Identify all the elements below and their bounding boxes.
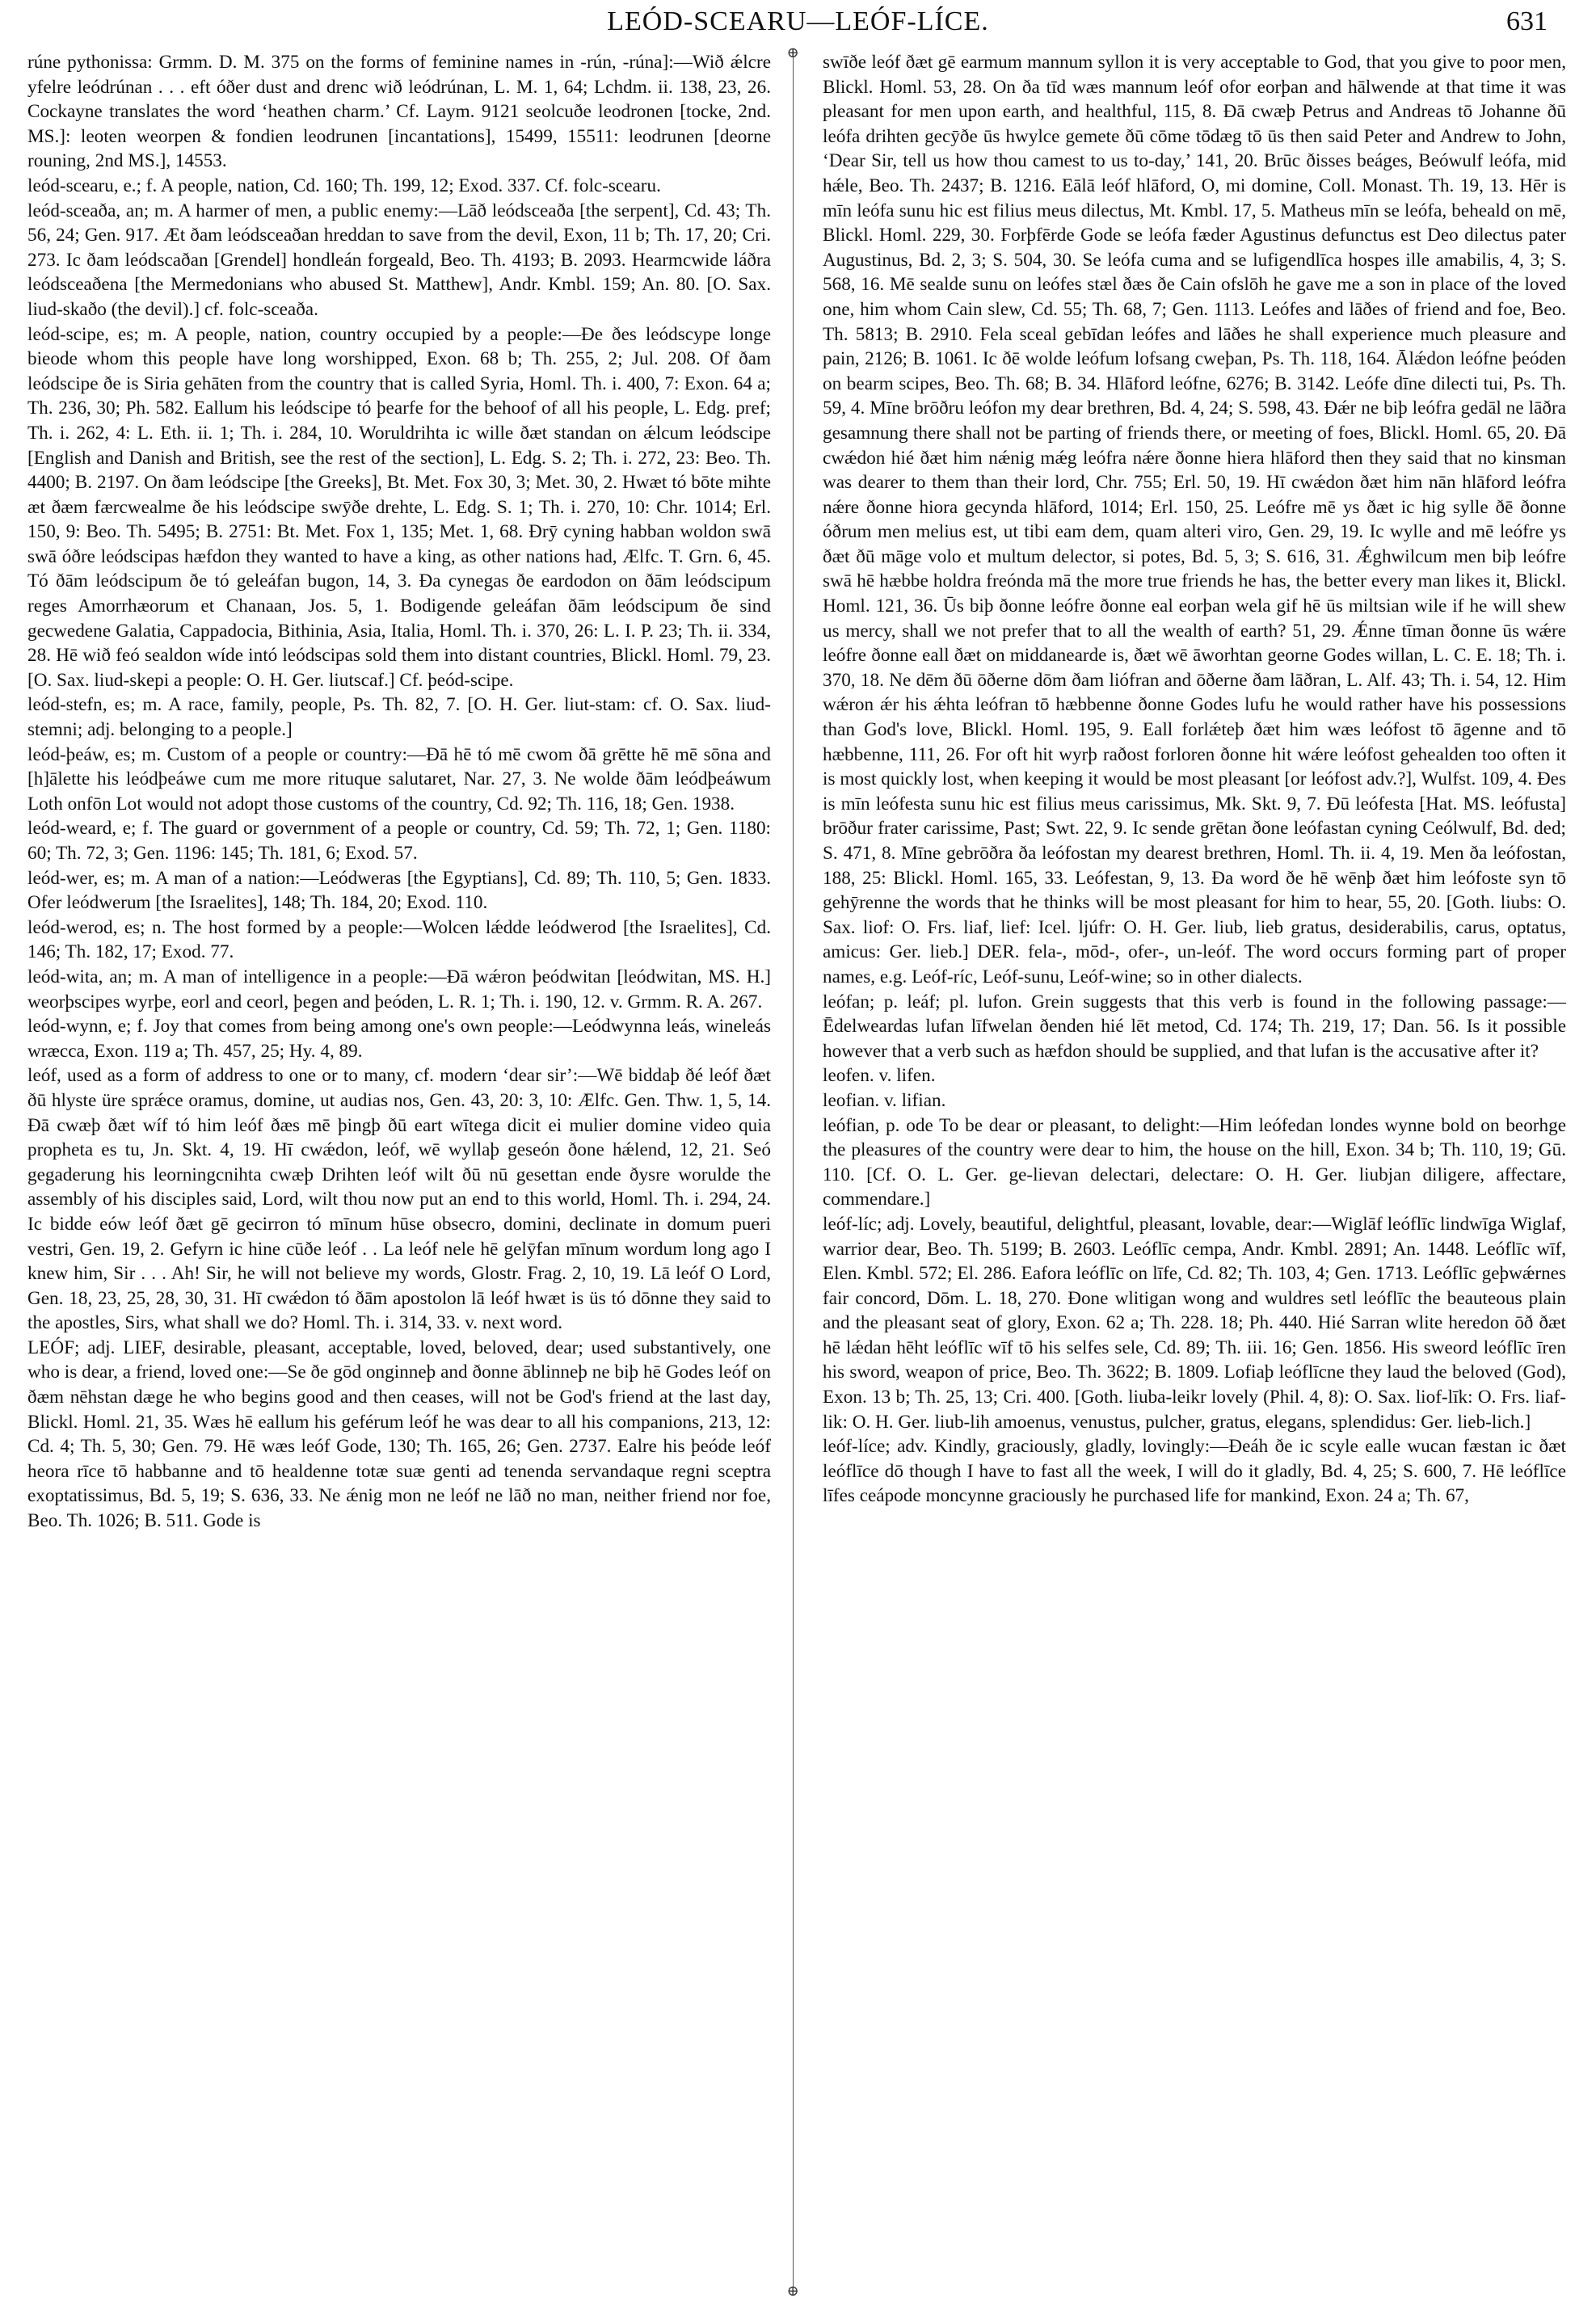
register-mark-top: ⊕ xyxy=(786,44,799,61)
entry-leof-adj: LEÓF; adj. LIEF, desirable, pleasant, acceptable, loved, beloved, dear; used substantively, one who is dear, a friend, loved one:—Se ðe gōd onginneþ and ðonne āblinneþ ne biþ hē Godes leóf on ðæm nēhstan dæge he who begins good and then ceases, will not be God's friend at the last day, Blickl. Homl. 21, 35. Wæs hē eallum his geférum leóf he was dear to all his companions, 213, 12: Cd. 4; Th. 5, 30; Gen. 79. Hē wæs leóf Gode, 130; Th. 165, 26; Gen. 2737. Ealre his þeóde leóf heora rīce tō habbanne and tō healdenne totæ suæ genti ad tenenda servandaque regni sceptra exoptatissimus, Bd. 5, 19; S. 636, 33. Ne ǽnig mon ne leóf ne lāð no man, neither friend nor foe, Beo. Th. 1026; B. 511. Gode is xyxy=(27,1337,771,1532)
entry-leof-lice: leóf-líce; adv. Kindly, graciously, gladly, lovingly:—Ðeáh ðe ic scyle ealle wucan fæstan ic ðæt leóflīce dō though I have to fast all the week, I will do it gladly, Bd. 4, 25; S. 600, 7. Hē leóflīce līfes ceápode moncynne graciously he purchased life for mankind, Exon. 24 a; Th. 67, xyxy=(823,1436,1566,1507)
entry-leod-scipe: leód-scipe, es; m. A people, nation, country occupied by a people:—Ðe ðes leódscype longe bieode whom this people have long worshipped, Exon. 68 b; Th. 255, 2; Jul. 208. Of ðam leódscipe ðe is Siria gehāten from the country that is called Syria, Homl. Th. i. 400, 7: Exon. 64 a; Th. 236, 30; Ph. 582. Eallum his leódscipe tó þearfe for the behoof of all his people, L. Edg. pref; Th. i. 262, 4: L. Eth. ii. 1; Th. i. 284, 10. Woruldrihta ic wille ðæt standan on ǽlcum leódscipe [English and Danish and British, see the rest of the section], L. Edg. S. 2; Th. i. 272, 23: Beo. Th. 4400; B. 2197. On ðam leódscipe [the Greeks], Bt. Met. Fox 30, 3; Met. 30, 2. Hwæt tó bōte mihte æt ðæm færcwealme ðe his leódscipe swȳðe drehte, L. Edg. S. 1; Th. i. 270, 10: Chr. 1014; Erl. 150, 9: Beo. Th. 5495; B. 2751: Bt. Met. Fox 1, 135; Met. 1, 68. Ðrȳ cyning habban woldon swā swā óðre leódscipas hæfdon they wanted to have a king, as other nations had, Ælfc. T. Grn. 6, 45. Tó ðām leódscipum ðe tó geleáfan bugon, 14, 3. Ða cynegas ðe eardodon on ðām leódscipum reges Amorrhæorum et Chanaan, Jos. 5, 1. Bodigende geleáfan ðām leódscipum ðe sind gecwedene Galatia, Cappadocia, Bithinia, Asia, Italia, Homl. Th. i. 370, 26: L. I. P. 23; Th. ii. 334, 28. Hē wið feó sealdon wíde intó leódscipas sold them into distant countries, Blickl. Homl. 79, 23. [O. Sax. liud-skepi a people: O. H. Ger. liutscaf.] Cf. þeód-scipe. xyxy=(27,323,771,691)
entry-leod-wynn: leód-wynn, e; f. Joy that comes from being among one's own people:—Leódwynna leás, wineleás wræcca, Exon. 119 a; Th. 457, 25; Hy. 4, 89. xyxy=(27,1016,771,1062)
entry-leofian-xref: leofian. v. lifian. xyxy=(823,1089,946,1111)
register-mark-bottom: ⊕ xyxy=(786,2283,799,2299)
entry-leod-theaw: leód-þeáw, es; m. Custom of a people or country:—Ðā hē tó mē cwom ðā grētte hē mē sōna and [h]ālette his leódþeáwe cum me more rituque salutaret, Nar. 27, 3. Ne wolde ðām leódþeáwum Loth onfōn Lot would not adopt those customs of the country, Cd. 92; Th. 116, 18; Gen. 1938. xyxy=(27,743,771,815)
right-column xyxy=(823,50,1566,1509)
entry-leofian: leófian, p. ode To be dear or pleasant, to delight:—Him leófedan londes wynne bold on beorhge the pleasures of the country were dear to him, the house on the hill, Exon. 34 b; Th. 110, 19; Gū. 110. [Cf. O. L. Ger. ge-lievan delectari, delectare: O. H. Ger. liubjan diligere, affectare, commendare.] xyxy=(823,1114,1566,1210)
entry-leofen: leofen. v. lifen. xyxy=(823,1065,936,1087)
left-column xyxy=(27,50,771,1534)
entry-leof-address: leóf, used as a form of address to one or to many, cf. modern ‘dear sir’:—Wē biddaþ ðé leóf ðæt ðū hlyste üre sprǽce oramus, domine, ut audias nos, Gen. 43, 20: 3, 10: Ælfc. Gen. Thw. 1, 5, 14. Ðā cwæþ ðæt wíf tó him leóf ðæs mē þingþ ðū eart wītega dicit ei mulier domine video quia propheta es tu, Jn. Skt. 4, 19. Hī cwǽdon, leóf, wē wyllaþ geseón ðone hǽlend, 12, 21. Seó gegaderung his leorningcnihta cwæþ Drihten leóf wilt ðū nū gesettan ende ðysre worulde the assembly of his disciples said, Lord, wilt thou now put an end to this world, Homl. Th. i. 294, 24. Ic bidde eów leóf ðæt gē gecirron tó mīnum hūse obsecro, domini, declinate in domum pueri vestri, Gen. 19, 2. Gefyrn ic hine cūðe leóf . . La leóf nele hē gelȳfan mīnum wordum long ago I knew him, Sir . . . Ah! Sir, he will not believe my words, Glostr. Frag. 2, 10, 19. Lā leóf O Lord, Gen. 18, 23, 25, 28, 30, 31. Hī cwǽdon tó ðām apostolon lā leóf hwæt is üs tó dōnne they said to the apostles, Sirs, what shall we do? Homl. Th. i. 314, 33. v. next word. xyxy=(27,1065,771,1334)
column-divider xyxy=(793,48,794,2287)
entry-leof-lic: leóf-líc; adj. Lovely, beautiful, delightful, pleasant, lovable, dear:—Wiglāf leóflīc lindwīga Wiglaf, warrior dear, Beo. Th. 5199; B. 2603. Leóflīc cempa, Andr. Kmbl. 2891; An. 1448. Leóflīc wīf, Elen. Kmbl. 572; El. 286. Eafora leóflīc on līfe, Cd. 82; Th. 103, 4; Gen. 1713. Leóflīc geþwǽrnes fair concord, Dōm. L. 18, 270. Ðone wlitigan wong and wuldres setl leóflīc the beauteous plain and the pleasant seat of glory, Exon. 62 a; Th. 228. 18; Ph. 440. Hié Sarran wlite heredon ōð ðæt hē lǽdan hēht leóflīc wīf tō his selfes sele, Cd. 89; Th. iii. 16; Gen. 1856. His sweord leóflīc īren his sword, weapon of price, Beo. Th. 3622; B. 1809. Lofiaþ leóflīcne they laud the beloved (God), Exon. 13 b; Th. 25, 13; Cri. 400. [Goth. liuba-leikr lovely (Phil. 4, 8): O. Sax. liof-līk: O. Frs. liaf-lik: O. H. Ger. liub-lih amoenus, venustus, pulcher, gratus, elegans, splendidus: Ger. lieb-lich.] xyxy=(823,1213,1566,1433)
entry-leod-scearu: leód-scearu, e.; f. A people, nation, Cd. 160; Th. 199, 12; Exod. 337. Cf. folc-scearu. xyxy=(27,175,661,196)
entry-leofan: leófan; p. leáf; pl. lufon. Grein suggests that this verb is found in the following passage:—Ēdelweardas lufan līfwelan ðenden hié lēt metod, Cd. 174; Th. 219, 17; Dan. 56. Is it possible however that a verb such as hæfdon should be supplied, and that lufan is the accusative after it? xyxy=(823,991,1566,1062)
page-header xyxy=(48,6,1548,42)
entry-leod-wer: leód-wer, es; m. A man of a nation:—Leódweras [the Egyptians], Cd. 89; Th. 110, 5; Gen. 1833. Ofer leódwerum [the Israelites], 148; Th. 184, 20; Exod. 110. xyxy=(27,867,771,914)
entry-leod-stefn: leód-stefn, es; m. A race, family, people, Ps. Th. 82, 7. [O. H. Ger. liut-stam: cf. O. Sax. liud-stemni; adj. belonging to a people.] xyxy=(27,694,771,741)
running-head: LEÓD-SCEARU—LEÓF-LÍCE. xyxy=(607,6,989,36)
entry-leod-werod: leód-werod, es; n. The host formed by a people:—Wolcen lǽdde leódwerod [the Israelites], Cd. 146; Th. 182, 17; Exod. 77. xyxy=(27,916,771,963)
entry-leod-sceada: leód-sceaða, an; m. A harmer of men, a public enemy:—Lāð leódsceaða [the serpent], Cd. 43; Th. 56, 24; Gen. 917. Æt ðam leódsceaðan hreddan to save from the devil, Exon, 11 b; Th. 17, 20; Cri. 273. Ic ðam leódscaðan [Grendel] hondleán forgeald, Beo. Th. 4193; B. 2093. Hearmcwide láðra leódsceaðena [the Mermedonians who abused St. Matthew], Andr. Kmbl. 159; An. 80. [O. Sax. liud-skaðo (the devil).] cf. folc-sceaða. xyxy=(27,200,771,320)
entry-leod-weard: leód-weard, e; f. The guard or government of a people or country, Cd. 59; Th. 72, 1; Gen. 1180: 60; Th. 72, 3; Gen. 1196: 145; Th. 181, 6; Exod. 57. xyxy=(27,818,771,864)
entry-leof-adj-cont: swīðe leóf ðæt gē earmum mannum syllon it is very acceptable to God, that you give to poor men, Blickl. Homl. 53, 28. On ða tīd wæs mannum leóf ofor eorþan and hālwende at that time it was pleasant for men upon earth, and healthful, 115, 8. Ðā cwæþ Petrus and Andreas tō Johanne ðū leófa drihten gecȳðe ūs hwylce gemete ðū cōme tōdæg tō ūs then said Peter and Andrew to John, ‘Dear Sir, tell us how thou camest to us to-day,’ 141, 20. Brūc ðisses beáges, Beówulf leófa, mid hǽle, Beo. Th. 2437; B. 1216. Eālā leóf hlāford, O, mi domine, Coll. Monast. Th. 19, 13. Hēr is mīn leófa sunu hic est filius meus dilectus, Mt. Kmbl. 17, 5. Matheus mīn se leófa, beheald on mē, Blickl. Homl. 229, 30. Forþfērde Gode se leófa fæder Agustinus defunctus est Deo dilectus pater Augustinus, Bd. 2, 3; S. 504, 30. Se leófa cuma and se lufigendlīca hospes ille amabilis, 4, 3; S. 568, 16. Mē sealde sunu on leófes stæl ðæs ðe Cain ofslōh he gave me a son in place of the loved one, him whom Cain slew, Cd. 55; Th. 68, 7; Gen. 1113. Leófes and lāðes of friend and foe, Beo. Th. 5813; B. 2910. Fela sceal gebīdan leófes and lāðes he shall experience much pleasure and pain, 2126; B. 1061. Ic ðē wolde leófum lofsang cweþan, Ps. Th. 118, 164. Ālǽdon leófne þeóden on bearm scipes, Beo. Th. 68; B. 34. Hlāford leófne, 6276; B. 3142. Leófe dīne dilecti tui, Ps. Th. 59, 4. Mīne brōðru leófon my dear brethren, Bd. 4, 24; S. 598, 43. Ðǽr ne biþ leófra gedāl ne lāðra gesamnung there shall not be parting of friends there, or meeting of foes, Blickl. Homl. 65, 20. Ðā cwǽdon hié ðæt him nǽnig mǽg leófra nǽre ðonne hiera hlāford then they said that no kinsman was dearer to them than their lord, Chr. 755; Erl. 50, 19. Hī cwǽdon ðæt him nān hlāford leófra nǽre ðonne hiora gecynda hlāford, 1014; Erl. 150, 25. Leófre mē ys ðæt ic hig sylle ðē ðonne óðrum men melius est, ut tibi eam dem, quam alteri viro, Gen. 29, 19. Ic wylle and mē leófre ys ðæt ðū māge volo et multum delector, si potes, Bd. 5, 3; S. 616, 31. Ǽghwilcum men biþ leófre swā hē hæbbe holdra freónda mā the more true friends he has, the better every man likes it, Blickl. Homl. 121, 36. Ūs biþ ðonne leófre ðonne eal eorþan wela gif hē ūs miltsian wile if he will shew us mercy, shall we not prefer that to all the wealth of earth? 51, 29. Ǽnne tīman ðonne ūs wǽre leófre ðonne eall ðæt on middanearde is, ðæt wē āworhtan georne Godes willan, L. C. E. 18; Th. i. 370, 18. Ne dēm ðū ōðerne dōm ðam liófran and ōðerne ðam lāðran, L. Alf. 43; Th. i. 54, 12. Him wǽron ǽr his ǽhta leófran tō hæbbenne ðonne Godes lufu he would rather have his possessions than God's love, Blickl. Homl. 195, 9. Eall forlǽteþ ðæt him wæs leófost tō āgenne and tō hæbbenne, 111, 26. For oft hit wyrþ raðost forloren ðonne hit wǽre leófost gehealden too often it is most quickly lost, when keeping it would be most pleasant [or leófost adv.?], Wulfst. 109, 4. Ðes is mīn leófesta sunu hic est filius meus carissimus, Mk. Skt. 9, 7. Ðū leófesta [Hat. MS. leófusta] brōður frater carissime, Past; Swt. 22, 9. Ic sende grētan ðone leófastan cyning Ceólwulf, Bd. ded; S. 471, 8. Mīne gebrōðra ða leófostan my dearest brethren, Homl. Th. ii. 4, 19. Men ða leófostan, 188, 25: Blickl. Homl. 165, 33. Leófestan, 9, 13. Ða word ðe hē wēnþ ðæt him leófoste syn tō gehȳrenne the words that he thinks will be most pleasant for him to hear, 55, 20. [Goth. liubs: O. Sax. liof: O. Frs. liaf, lief: Icel. ljúfr: O. H. Ger. liub, lieb gratus, desiderabilis, carus, optatus, amicus: Ger. lieb.] DER. fela-, mōd-, ofer-, un-leóf. The word occurs forming part of proper names, e.g. Leóf-ríc, Leóf-sunu, Leóf-wine; so in other dialects. xyxy=(823,52,1566,987)
entry-leod-run-cont: rúne pythonissa: Grmm. D. M. 375 on the forms of feminine names in -rún, -rúna]:—Wið ǽlcre yfelre leódrúnan . . . eft óðer dust and drenc wið leódrúnan, L. M. 1, 64; Lchdm. ii. 138, 23, 26. Cockayne translates the word ‘heathen charm.’ Cf. Laym. 9121 seolcuðe leodronen [tocke, 2nd. MS.]: leoten weorpen & fondien leodrunen [incantations], 15499, 15511: leodrunen [deorne rouning, 2nd MS.], 14553. xyxy=(27,52,771,172)
entry-leod-wita: leód-wita, an; m. A man of intelligence in a people:—Ðā wǽron þeódwitan [leódwitan, MS. H.] weorþscipes wyrþe, eorl and ceorl, þegen and þeóden, L. R. 1; Th. i. 190, 12. v. Grmm. R. A. 267. xyxy=(27,966,771,1012)
page-number: 631 xyxy=(1506,6,1548,36)
